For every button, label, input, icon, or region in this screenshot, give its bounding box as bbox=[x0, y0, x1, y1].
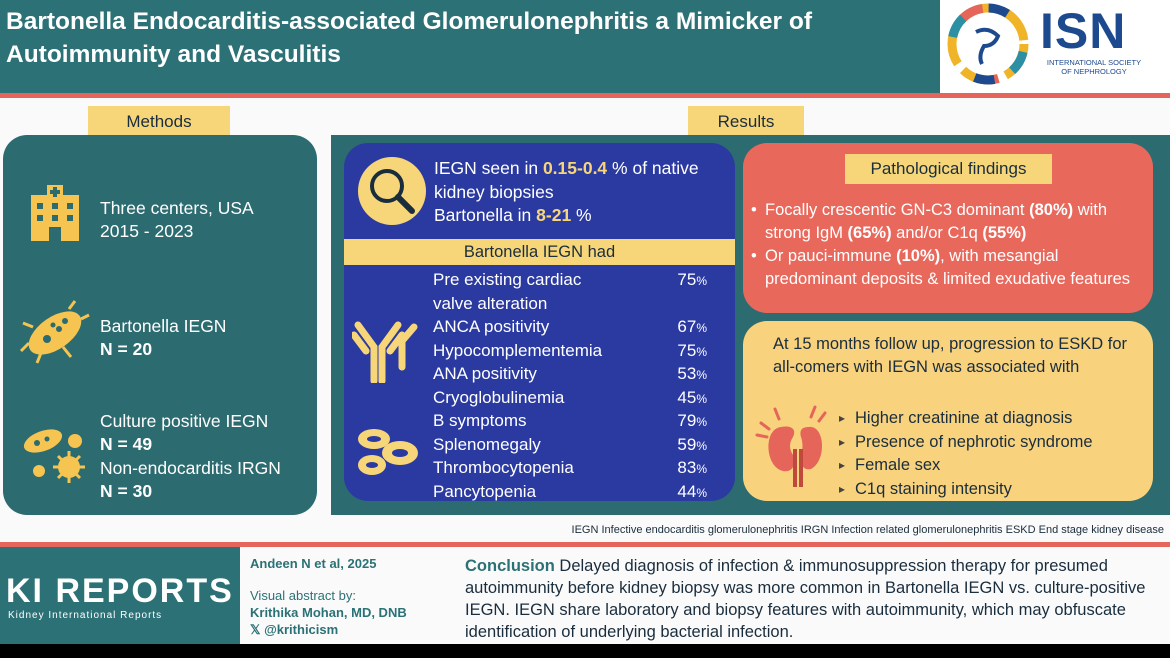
bacteria-icon bbox=[19, 299, 91, 365]
pathology-card bbox=[743, 143, 1153, 313]
visual-abstract-label: Visual abstract by: bbox=[250, 588, 356, 603]
conclusion-label: Conclusion bbox=[465, 557, 555, 575]
author-handle: 𝕏 @krithicism bbox=[250, 622, 339, 637]
feature-row bbox=[433, 362, 713, 386]
page-title: Bartonella Endocarditis-associated Glomerulonephritis a Mimicker of Autoimmunity and Vasculitis bbox=[6, 8, 812, 68]
isn-wordmark: ISN bbox=[1040, 3, 1127, 59]
followup-item: ▸ Female sex bbox=[839, 454, 1149, 478]
feature-label: valve alteration bbox=[433, 293, 548, 313]
feature-list bbox=[433, 268, 713, 501]
feature-percent: 45% bbox=[677, 387, 707, 407]
feature-percent: 59% bbox=[677, 434, 707, 454]
feature-row bbox=[433, 315, 713, 339]
culture-positive-n: N = 49 bbox=[100, 434, 153, 454]
pathology-item: • Focally crescentic GN-C3 dominant (80%) with strong IgM (65%) and/or C1q (55%) bbox=[751, 199, 1146, 245]
author-name: Krithika Mohan, MD, DNB bbox=[250, 605, 407, 620]
kidney-icon bbox=[753, 399, 839, 491]
header-divider bbox=[0, 93, 1170, 98]
culture-positive-label: Culture positive IEGN bbox=[100, 411, 269, 431]
magnifier-icon bbox=[356, 155, 428, 227]
feature-percent: 53% bbox=[677, 364, 707, 383]
credits bbox=[250, 555, 450, 638]
followup-item: ▸ Presence of nephrotic syndrome bbox=[839, 431, 1149, 455]
feature-row bbox=[433, 480, 713, 502]
isn-globe-icon bbox=[946, 2, 1030, 86]
feature-label: Thrombocytopenia bbox=[433, 458, 574, 477]
ki-reports-logo bbox=[0, 547, 240, 644]
methods-heading: Methods bbox=[88, 106, 230, 138]
followup-intro: At 15 months follow up, progression to ESKD for all-comers with IEGN was associated with bbox=[773, 335, 1128, 376]
feature-row bbox=[433, 433, 713, 457]
journal-name: KI REPORTS bbox=[6, 572, 234, 610]
feature-label: ANA positivity bbox=[433, 364, 537, 383]
followup-card bbox=[743, 321, 1153, 501]
isn-subtitle: INTERNATIONAL SOCIETY OF NEPHROLOGY bbox=[1046, 58, 1142, 76]
irgn-group-label: Non-endocarditis IRGN bbox=[100, 458, 281, 478]
feature-label: Cryoglobulinemia bbox=[433, 387, 565, 407]
feature-label: Splenomegaly bbox=[433, 434, 541, 454]
feature-row bbox=[433, 268, 713, 292]
x-logo-icon: 𝕏 bbox=[250, 622, 265, 637]
bartonella-group-label: Bartonella IEGN bbox=[100, 316, 227, 336]
followup-list bbox=[839, 407, 1149, 501]
centers-text: Three centers, USA bbox=[100, 198, 254, 218]
red-blood-cells-icon bbox=[354, 423, 424, 479]
bacteria-cluster-icon bbox=[19, 421, 91, 487]
conclusion-text: Conclusion Delayed diagnosis of infection & immunosuppression therapy for presumed autoimmunity before kidney biopsy was more common in Bartonella IEGN vs. culture-positive IEGN. IEGN share laboratory and biopsy features with autoimmunity, which may obfuscate identification of underlying bacterial infection. bbox=[465, 557, 1146, 641]
feature-percent: 75% bbox=[677, 270, 707, 289]
pathology-list bbox=[751, 199, 1146, 291]
pathology-item: • Or pauci-immune (10%), with mesangial predominant deposits & limited exudative features bbox=[751, 245, 1146, 291]
pathology-heading: Pathological findings bbox=[845, 154, 1052, 184]
antibody-icon bbox=[352, 303, 418, 383]
methods-panel bbox=[3, 135, 317, 515]
feature-label: ANCA positivity bbox=[433, 317, 550, 336]
feature-row bbox=[433, 456, 713, 480]
incidence-card bbox=[344, 143, 735, 501]
feature-percent: 79% bbox=[677, 411, 707, 430]
reference-text: Andeen N et al, 2025 bbox=[250, 556, 377, 571]
hospital-icon bbox=[23, 181, 87, 245]
results-heading: Results bbox=[688, 106, 804, 138]
followup-item: ▸ Higher creatinine at diagnosis bbox=[839, 407, 1149, 431]
bartonella-had-heading: Bartonella IEGN had bbox=[344, 239, 735, 265]
isn-logo-box bbox=[940, 0, 1170, 93]
years-text: 2015 - 2023 bbox=[100, 221, 194, 241]
incidence-text: IEGN seen in 0.15-0.4 % of native kidney biopsies Bartonella in 8-21 % bbox=[434, 158, 699, 225]
feature-row bbox=[433, 386, 713, 410]
feature-row bbox=[433, 292, 713, 316]
followup-item: ▸ C1q staining intensity bbox=[839, 478, 1149, 502]
bartonella-group-n: N = 20 bbox=[100, 339, 153, 359]
feature-row bbox=[433, 339, 713, 363]
abbreviations-line: IEGN Infective endocarditis glomerulonephritis IRGN Infection related glomerulonephritis ESKD End stage kidney disease bbox=[571, 524, 1164, 536]
feature-percent: 67% bbox=[677, 317, 707, 336]
feature-percent: 44% bbox=[677, 481, 707, 501]
irgn-group-n: N = 30 bbox=[100, 481, 153, 501]
feature-label: Pre existing cardiac bbox=[433, 270, 582, 289]
feature-percent: 83% bbox=[677, 458, 707, 477]
feature-row bbox=[433, 409, 713, 433]
feature-label: Hypocomplementemia bbox=[433, 340, 603, 360]
feature-label: Pancytopenia bbox=[433, 481, 537, 501]
journal-subtitle: Kidney International Reports bbox=[8, 610, 163, 621]
feature-percent: 75% bbox=[677, 340, 707, 360]
feature-label: B symptoms bbox=[433, 411, 527, 430]
